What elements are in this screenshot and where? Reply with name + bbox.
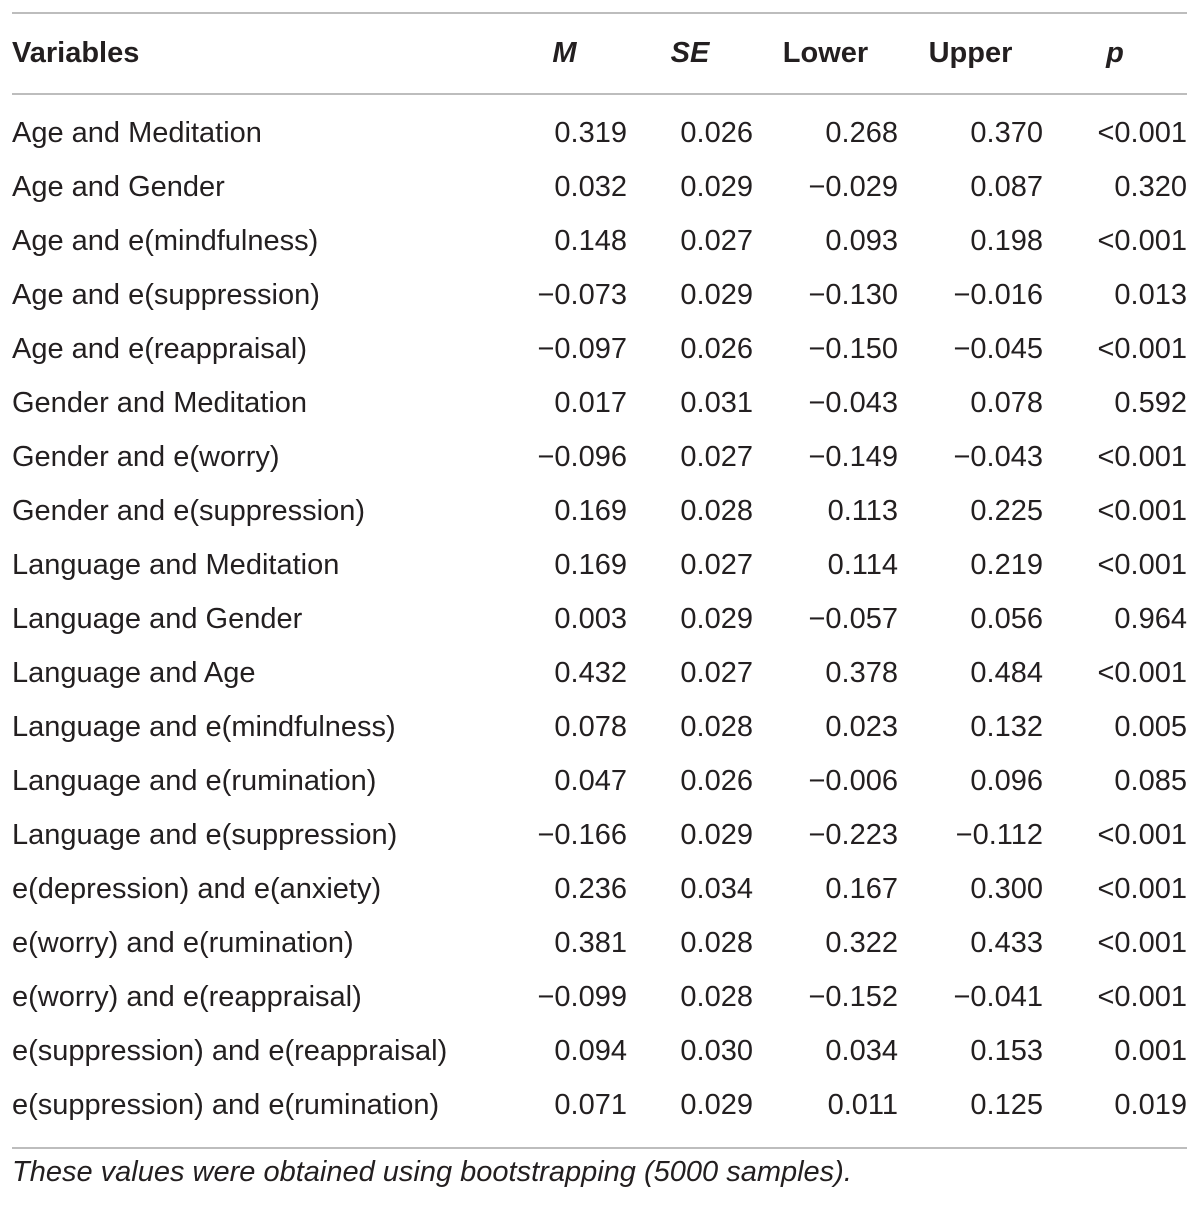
cell-se: 0.026 [680, 116, 753, 149]
cell-lower: −0.006 [808, 764, 898, 797]
cell-se: 0.031 [680, 386, 753, 419]
cell-m: 0.432 [554, 656, 627, 689]
header-variables: Variables [12, 37, 140, 69]
cell-variables: Gender and Meditation [12, 386, 308, 419]
table-row [12, 808, 1187, 862]
cell-lower: 0.113 [827, 494, 898, 527]
cell-lower: −0.149 [808, 440, 898, 473]
cell-m: −0.166 [537, 818, 627, 851]
cell-se: 0.034 [680, 872, 753, 905]
cell-lower: 0.322 [825, 926, 898, 959]
cell-upper: 0.300 [970, 872, 1043, 905]
cell-se: 0.027 [680, 548, 753, 581]
cell-se: 0.026 [680, 764, 753, 797]
cell-m: 0.236 [554, 872, 627, 905]
table-row [12, 268, 1187, 322]
table-footnote: These values were obtained using bootstrapping (5000 samples). [12, 1156, 852, 1188]
cell-variables: e(suppression) and e(reappraisal) [12, 1034, 448, 1067]
cell-m: 0.169 [554, 548, 627, 581]
table-row [12, 106, 1187, 160]
cell-p: <0.001 [1097, 656, 1187, 689]
cell-p: 0.005 [1114, 710, 1187, 743]
cell-lower: 0.093 [825, 224, 898, 257]
cell-upper: −0.045 [953, 332, 1043, 365]
cell-upper: 0.370 [970, 116, 1043, 149]
cell-se: 0.028 [680, 494, 753, 527]
cell-p: <0.001 [1097, 332, 1187, 365]
header-m: M [552, 37, 577, 69]
cell-se: 0.026 [680, 332, 753, 365]
cell-lower: −0.150 [808, 332, 898, 365]
cell-m: 0.032 [554, 170, 627, 203]
cell-upper: 0.219 [970, 548, 1043, 581]
cell-variables: Language and Age [12, 656, 256, 689]
cell-lower: 0.023 [825, 710, 898, 743]
table-row [12, 592, 1187, 646]
cell-p: 0.320 [1114, 170, 1187, 203]
cell-m: 0.148 [554, 224, 627, 257]
cell-se: 0.028 [680, 926, 753, 959]
cell-lower: 0.378 [825, 656, 898, 689]
cell-upper: 0.087 [970, 170, 1043, 203]
cell-variables: e(suppression) and e(rumination) [12, 1088, 440, 1121]
cell-p: <0.001 [1097, 116, 1187, 149]
cell-variables: Age and e(mindfulness) [12, 224, 319, 257]
cell-p: <0.001 [1097, 818, 1187, 851]
cell-lower: −0.152 [808, 980, 898, 1013]
table-header-row [12, 14, 1187, 93]
cell-m: 0.094 [554, 1034, 627, 1067]
cell-m: 0.047 [554, 764, 627, 797]
cell-p: 0.013 [1114, 278, 1187, 311]
cell-upper: −0.041 [953, 980, 1043, 1013]
cell-m: 0.017 [554, 386, 627, 419]
cell-upper: −0.112 [955, 818, 1043, 851]
cell-upper: 0.125 [970, 1088, 1043, 1121]
cell-se: 0.029 [680, 278, 753, 311]
cell-variables: Language and e(suppression) [12, 818, 398, 851]
table-bottom-rule [12, 1147, 1187, 1149]
cell-p: <0.001 [1097, 224, 1187, 257]
cell-m: 0.071 [554, 1088, 627, 1121]
cell-m: −0.097 [537, 332, 627, 365]
cell-p: <0.001 [1097, 872, 1187, 905]
cell-se: 0.029 [680, 602, 753, 635]
results-table [12, 14, 1187, 1132]
table-spacer [12, 93, 1187, 106]
cell-upper: −0.016 [953, 278, 1043, 311]
cell-p: 0.001 [1114, 1034, 1187, 1067]
table-row [12, 862, 1187, 916]
cell-variables: Language and e(rumination) [12, 764, 377, 797]
cell-se: 0.027 [680, 224, 753, 257]
table-row [12, 376, 1187, 430]
cell-lower: 0.011 [827, 1088, 898, 1121]
cell-lower: −0.223 [808, 818, 898, 851]
cell-upper: 0.198 [970, 224, 1043, 257]
cell-p: 0.019 [1114, 1088, 1187, 1121]
cell-lower: 0.167 [825, 872, 898, 905]
table-row [12, 754, 1187, 808]
cell-p: 0.964 [1114, 602, 1187, 635]
cell-m: 0.003 [554, 602, 627, 635]
cell-upper: 0.132 [970, 710, 1043, 743]
cell-lower: −0.057 [808, 602, 898, 635]
cell-p: <0.001 [1097, 548, 1187, 581]
cell-p: 0.592 [1114, 386, 1187, 419]
cell-m: 0.078 [554, 710, 627, 743]
table-row [12, 1024, 1187, 1078]
cell-upper: 0.433 [970, 926, 1043, 959]
cell-m: 0.169 [554, 494, 627, 527]
table-row [12, 916, 1187, 970]
table-row [12, 970, 1187, 1024]
cell-p: <0.001 [1097, 440, 1187, 473]
cell-m: −0.096 [537, 440, 627, 473]
cell-se: 0.028 [680, 980, 753, 1013]
header-se: SE [670, 37, 710, 69]
cell-lower: −0.130 [808, 278, 898, 311]
cell-variables: e(depression) and e(anxiety) [12, 872, 382, 905]
header-upper: Upper [928, 37, 1013, 69]
table-row [12, 538, 1187, 592]
cell-m: 0.381 [554, 926, 627, 959]
cell-m: −0.099 [537, 980, 627, 1013]
cell-variables: Age and Meditation [12, 116, 262, 149]
cell-se: 0.028 [680, 710, 753, 743]
table-row [12, 214, 1187, 268]
cell-upper: 0.096 [970, 764, 1043, 797]
cell-upper: 0.056 [970, 602, 1043, 635]
table-row [12, 700, 1187, 754]
cell-se: 0.029 [680, 1088, 753, 1121]
cell-p: <0.001 [1097, 494, 1187, 527]
cell-se: 0.029 [680, 170, 753, 203]
table-row [12, 430, 1187, 484]
cell-variables: e(worry) and e(reappraisal) [12, 980, 362, 1013]
cell-p: <0.001 [1097, 926, 1187, 959]
cell-lower: 0.268 [825, 116, 898, 149]
cell-p: 0.085 [1114, 764, 1187, 797]
cell-m: −0.073 [537, 278, 627, 311]
cell-m: 0.319 [554, 116, 627, 149]
table-row [12, 1078, 1187, 1132]
cell-variables: Age and Gender [12, 170, 225, 203]
cell-upper: 0.153 [970, 1034, 1043, 1067]
cell-variables: Gender and e(worry) [12, 440, 280, 473]
cell-lower: 0.114 [827, 548, 898, 581]
cell-upper: 0.225 [970, 494, 1043, 527]
cell-upper: 0.484 [970, 656, 1043, 689]
cell-upper: −0.043 [953, 440, 1043, 473]
header-p: p [1106, 37, 1124, 69]
header-lower: Lower [782, 37, 869, 69]
cell-lower: −0.029 [808, 170, 898, 203]
cell-se: 0.027 [680, 656, 753, 689]
cell-variables: Age and e(suppression) [12, 278, 320, 311]
cell-lower: −0.043 [808, 386, 898, 419]
cell-p: <0.001 [1097, 980, 1187, 1013]
cell-variables: Age and e(reappraisal) [12, 332, 308, 365]
cell-variables: Language and e(mindfulness) [12, 710, 396, 743]
cell-variables: Language and Meditation [12, 548, 340, 581]
cell-upper: 0.078 [970, 386, 1043, 419]
cell-variables: e(worry) and e(rumination) [12, 926, 354, 959]
cell-variables: Language and Gender [12, 602, 303, 635]
table-row [12, 160, 1187, 214]
cell-se: 0.030 [680, 1034, 753, 1067]
cell-se: 0.027 [680, 440, 753, 473]
cell-se: 0.029 [680, 818, 753, 851]
table-row [12, 646, 1187, 700]
table-row [12, 322, 1187, 376]
table-row [12, 484, 1187, 538]
cell-lower: 0.034 [825, 1034, 898, 1067]
cell-variables: Gender and e(suppression) [12, 494, 366, 527]
